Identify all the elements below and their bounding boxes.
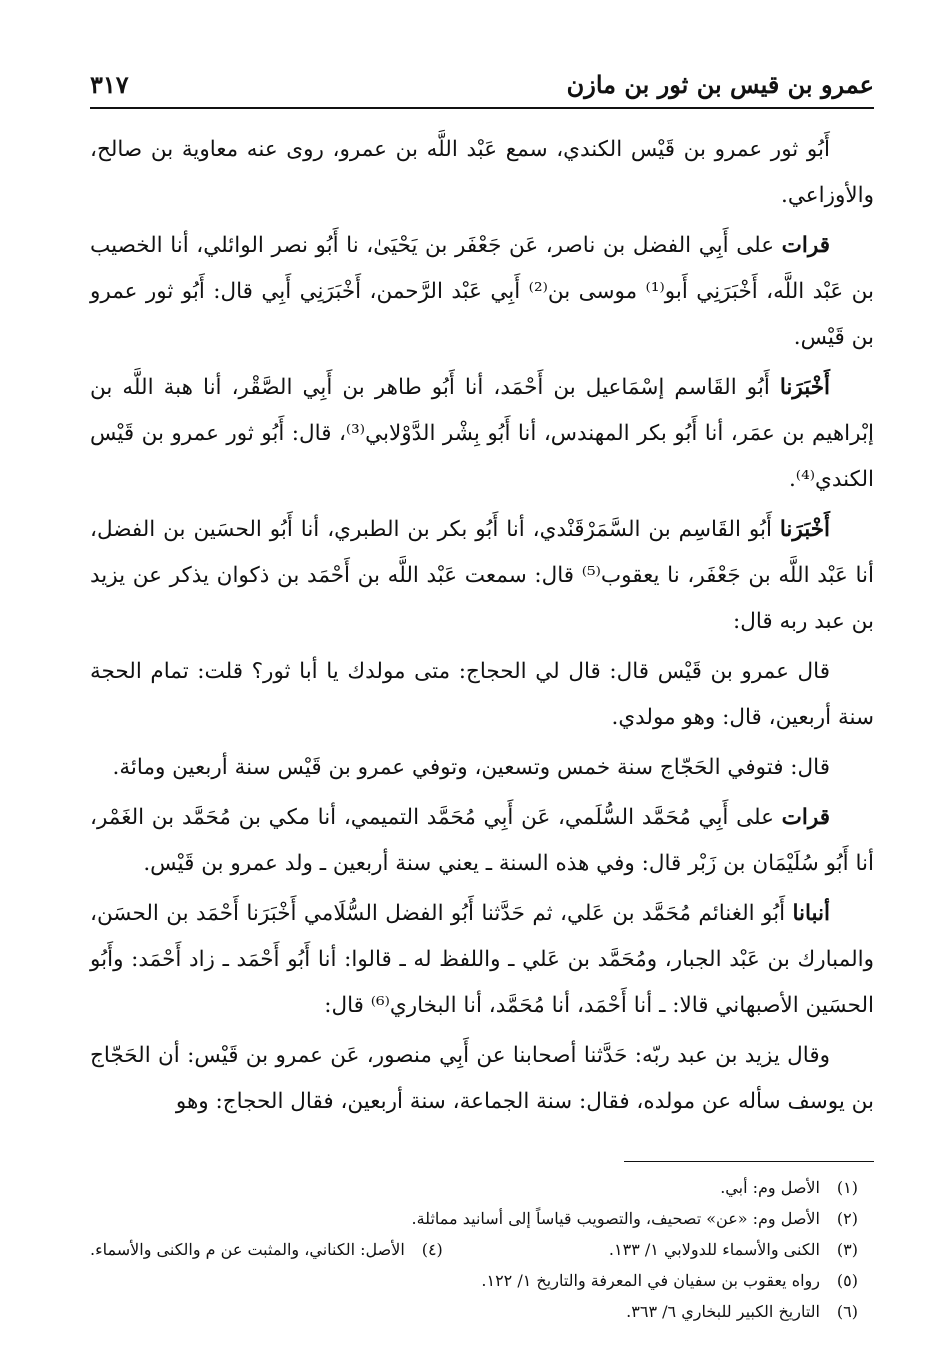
paragraph-lead: أَخْبَرَنا [779, 375, 830, 400]
paragraph: أَبُو ثور عمرو بن قَيْس الكندي، سمع عَبْد اللَّه بن عمرو، روى عنه معاوية بن صالح، والأوزاعي. [90, 137, 874, 208]
footnote-pair [90, 1234, 874, 1265]
footnotes [90, 1172, 874, 1327]
header-title: عمرو بن قيس بن ثور بن مازن [566, 70, 874, 99]
footnote [90, 1234, 443, 1265]
footnote [90, 1265, 874, 1296]
footnote [90, 1296, 874, 1327]
body-text [90, 127, 874, 1125]
footnote-number: (٦) [836, 1302, 858, 1321]
footnote-number: (٣) [836, 1240, 858, 1259]
paragraph: قرات على أَبِي مُحَمَّد السُّلَمي، عَن أَبِي مُحَمَّد التميمي، أنا مكي بن مُحَمَّد بن الغَمْر، أنا أَبُو سُلَيْمَان بن زَبْر قال: وفي هذه السنة ـ يعني سنة أربعين ـ ولد عمرو بن قَيْس. [90, 805, 874, 876]
footnote-text: الأصل: الكناني، والمثبت عن م والكنى والأسماء. [90, 1240, 405, 1259]
footnote-number: (٤) [421, 1240, 443, 1259]
footnote-number: (٢) [836, 1209, 858, 1228]
paragraph: قال عمرو بن قَيْس قال: قال لي الحجاج: متى مولدك يا أبا ثور؟ قلت: تمام الحجة سنة أربعين، قال: وهو مولدي. [90, 659, 874, 730]
running-header [90, 70, 874, 107]
footnote-rule [624, 1161, 874, 1162]
paragraph: أنبانا أَبُو الغنائم مُحَمَّد بن عَلي، ثم حَدَّثنا أَبُو الفضل السُّلَامي أَخْبَرَنا أَحْمَد بن الحسَن، والمبارك بن عَبْد الجبار، ومُحَمَّد بن عَلي ـ واللفظ له ـ قالوا: أنا أَبُو أَحْمَد ـ زاد أَحْمَد: وأَبُو الحسَين الأصبهاني قالا: ـ أنا أَحْمَد، أنا مُحَمَّد، أنا البخاري⁽⁶⁾ قال: [90, 901, 874, 1018]
footnote-number: (١) [836, 1178, 858, 1197]
paragraph: أَخْبَرَنا أَبُو القَاسِم بن السَّمَرْقَنْدي، أنا أَبُو بكر بن الطبري، أنا أَبُو الحسَين بن الفضل، أنا عَبْد اللَّه بن جَعْفَر، نا يعقوب⁽⁵⁾ قال: سمعت عَبْد اللَّه بن أَحْمَد بن ذكوان يذكر عن يزيد بن عبد ربه قال: [90, 517, 875, 634]
paragraph-lead: أنبانا [792, 901, 830, 926]
paragraph-lead: قرات [781, 233, 830, 258]
paragraph-lead: قرات [781, 805, 830, 830]
footnote-number: (٥) [836, 1271, 858, 1290]
footnote [90, 1172, 874, 1203]
footnote [609, 1234, 858, 1265]
footnote [90, 1203, 874, 1234]
paragraph: قال: فتوفي الحَجّاج سنة خمس وتسعين، وتوفي عمرو بن قَيْس سنة أربعين ومائة. [112, 755, 830, 780]
footnote-text: الكنى والأسماء للدولابي ١/ ١٣٣. [608, 1240, 820, 1259]
paragraph: أَخْبَرَنا أَبُو القَاسم إسْمَاعيل بن أَحْمَد، أنا أَبُو طاهر بن أَبِي الصَّقْر، أنا هبة اللَّه بن إبْراهيم بن عمَر، أنا أَبُو بكر المهندس، أنا أَبُو بِشْر الدَّوْلابي⁽³⁾، قال: أَبُو ثور عمرو بن قَيْس الكندي⁽⁴⁾. [90, 375, 874, 492]
paragraph: قرات على أَبِي الفضل بن ناصر، عَن جَعْفَر بن يَحْيَىٰ، نا أَبُو نصر الوائلي، أنا الخصيب بن عَبْد اللَّه، أَخْبَرَنِي أَبو⁽¹⁾ موسى بن⁽²⁾ أَبِي عَبْد الرَّحمن، أَخْبَرَنِي أَبِي قال: أَبُو ثور عمرو بن قَيْس. [90, 233, 875, 350]
footnote-text: رواه يعقوب بن سفيان في المعرفة والتاريخ ١/ ١٢٢. [481, 1271, 820, 1290]
page-number: ٣١٧ [90, 70, 129, 99]
paragraph-lead: أَخْبَرَنا [779, 517, 830, 542]
footnote-text: الأصل وم: أبي. [720, 1178, 820, 1197]
footnote-text: التاريخ الكبير للبخاري ٦/ ٣٦٣. [626, 1302, 820, 1321]
header-rule [90, 107, 874, 109]
footnote-text: الأصل وم: «عن» تصحيف، والتصويب قياساً إلى أسانيد مماثلة. [411, 1209, 820, 1228]
paragraph: وقال يزيد بن عبد ربّه: حَدَّثنا أصحابنا عن أَبِي منصور، عَن عمرو بن قَيْس: أن الحَجّاج بن يوسف سأله عن مولده، فقال: سنة الجماعة، سنة أربعين، فقال الحجاج: وهو [90, 1043, 874, 1114]
